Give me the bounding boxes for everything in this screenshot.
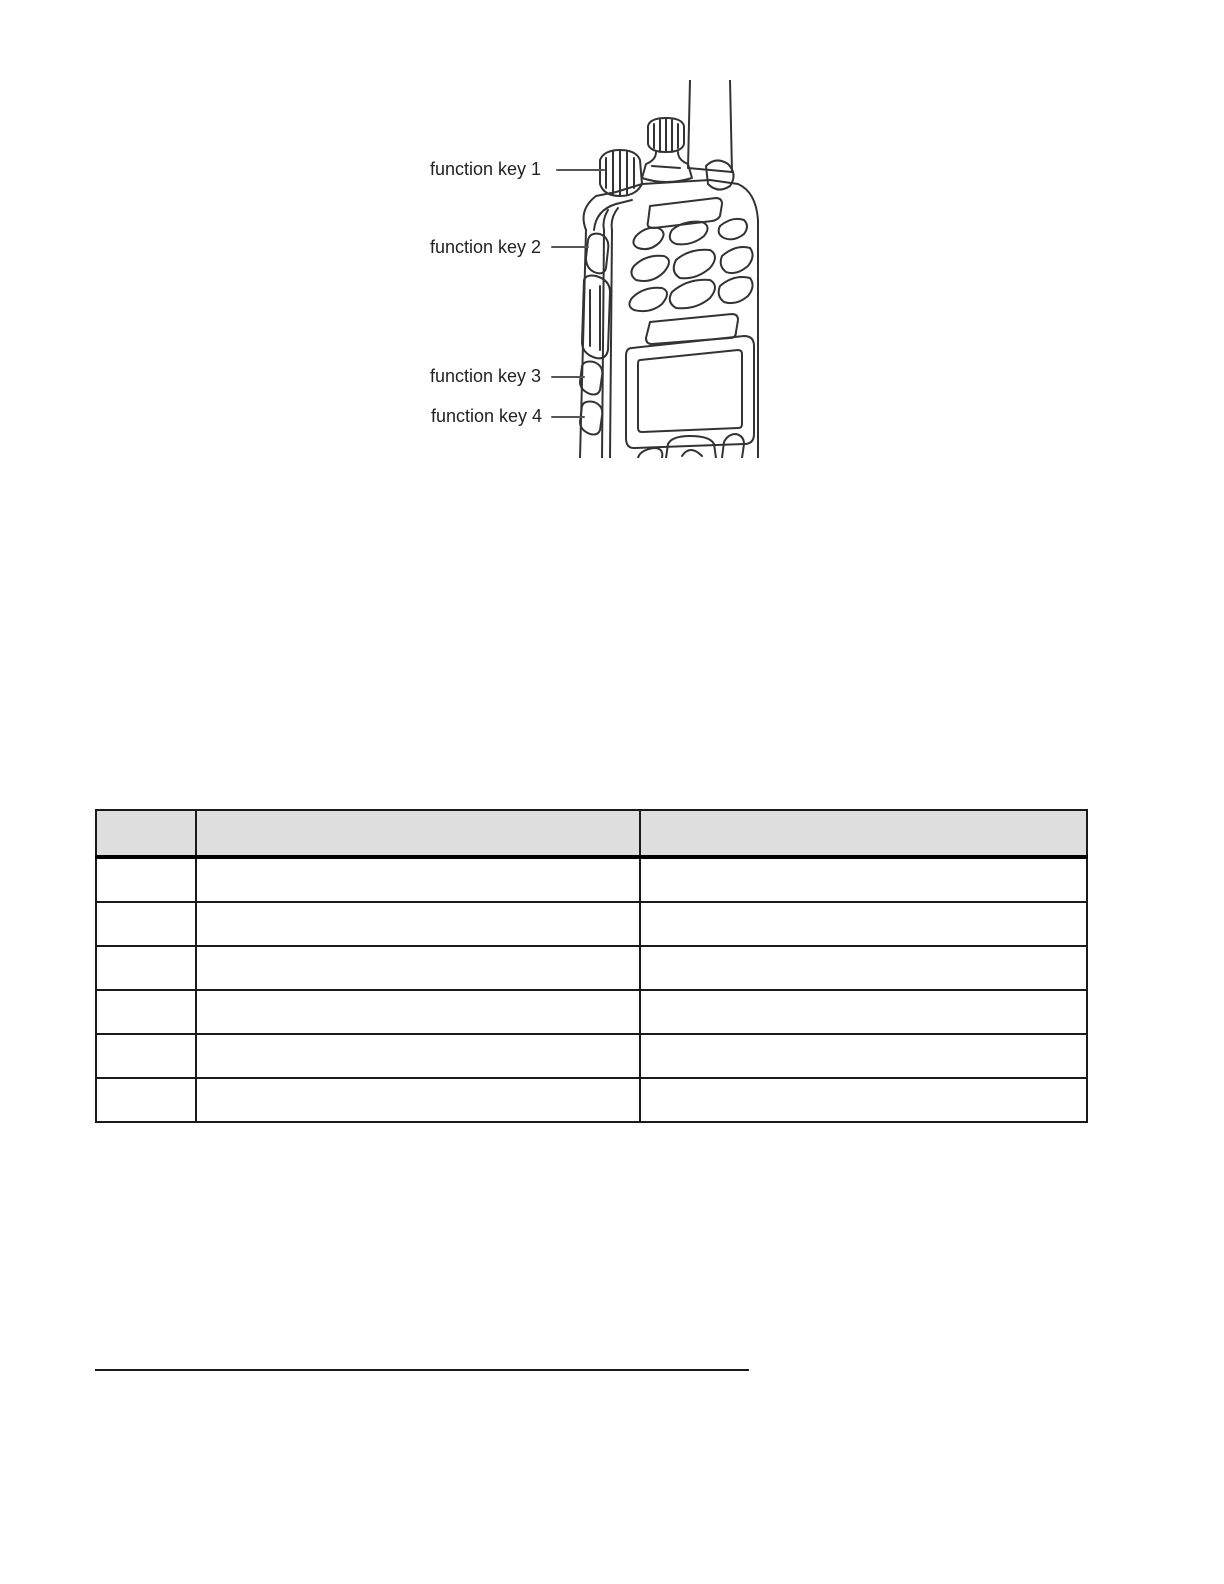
radio-illustration [420,80,780,458]
function-key-table [95,809,1088,1123]
table-header-row [96,810,1087,857]
table-row [96,857,1087,902]
table-cell [96,1078,196,1122]
table-cell [196,857,640,902]
table-row [96,902,1087,946]
table-cell [196,946,640,990]
table-header-cell [640,810,1087,857]
callout-function-key-4: function key 4 [431,406,543,426]
table-row [96,1034,1087,1078]
table-cell [96,990,196,1034]
table-row [96,946,1087,990]
callout-function-key-3: function key 3 [430,366,542,386]
table-cell [96,857,196,902]
table-cell [640,1078,1087,1122]
table-cell [196,990,640,1034]
table-cell [96,902,196,946]
footnote-separator [95,1369,749,1371]
callout-function-key-1: function key 1 [430,159,542,179]
table-header-cell [196,810,640,857]
display-label [646,314,738,344]
table-cell [640,1034,1087,1078]
radio-drawing [420,80,780,458]
speaker-grille [629,219,752,311]
antenna [688,80,732,172]
table-cell [640,990,1087,1034]
callout-function-key-2: function key 2 [430,237,542,257]
top-jack [706,160,734,189]
side-button-key2 [586,234,608,274]
table-cell [96,946,196,990]
table-cell [640,902,1087,946]
table-cell [96,1034,196,1078]
table-cell [640,857,1087,902]
table-cell [196,902,640,946]
table-cell [640,946,1087,990]
table-header-cell [96,810,196,857]
ptt-button [582,276,610,359]
table-row [96,1078,1087,1122]
side-rail [602,210,608,458]
table-cell [196,1078,640,1122]
display-screen [638,350,742,432]
table-cell [196,1034,640,1078]
channel-knob [642,118,692,182]
table-row [96,990,1087,1034]
volume-knob [600,150,642,196]
